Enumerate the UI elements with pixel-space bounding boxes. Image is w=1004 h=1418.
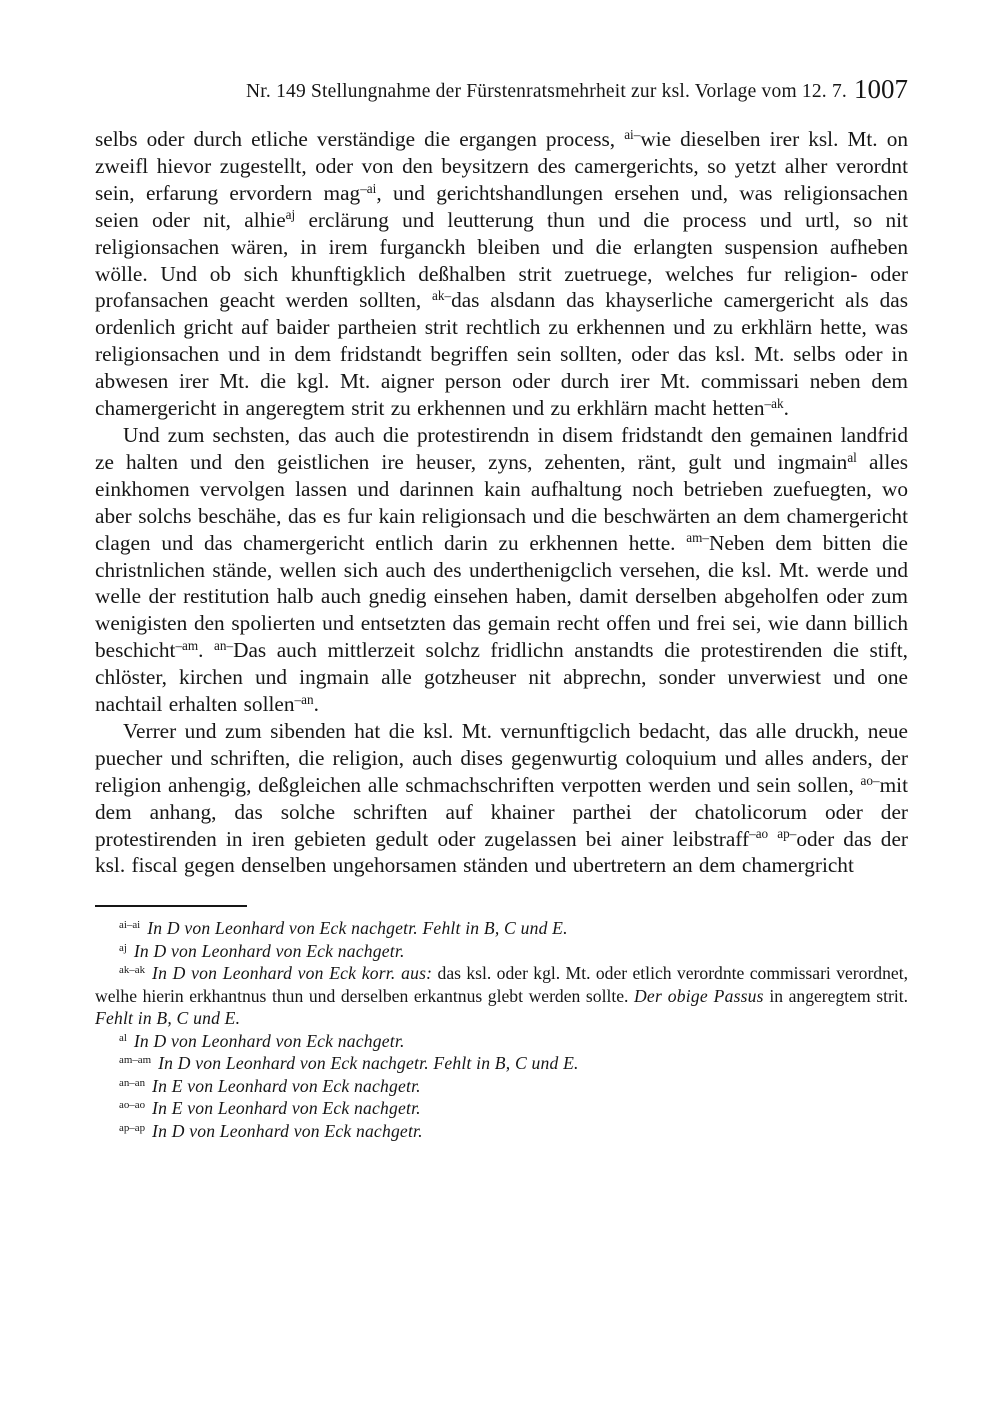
italic-run: In D von Leonhard von Eck nachgetr. Fehlt in B, C und E. <box>158 1053 579 1074</box>
footnote-label: ao–ao <box>119 1099 146 1112</box>
footnote-marker: –am <box>175 637 199 653</box>
footnote-marker: aj <box>285 207 296 223</box>
footnote <box>95 1075 908 1098</box>
footnote <box>95 1030 908 1053</box>
footnote-label: aj <box>119 941 127 954</box>
footnote-marker: ao– <box>860 772 880 788</box>
body-text <box>95 126 908 879</box>
footnote-marker: an– <box>214 637 234 653</box>
paragraph: Und zum sechsten, das auch die protestirendn in disem fridstandt den gemainen landfrid ze halten und den geistlichen ire heuser, zyns, zehenten, ränt, gult und ingmain$^{al}$ alles einkhomen vervolgen lassen und darinnen kain aufhaltung noch betrieben zuefuegten, wo aber solchs beschähe, das es fur kain religionsach und die beschwärten an dem chamergericht clagen und das chamergericht entlich darin zu erkhennen hette. $^{am-}$Neben dem bitten die christnlichen stände, wellen sich auch des underthenigclich versehen, die ksl. Mt. werde und welle der restitution halb auch gnedig einsehen haben, damit derselben abgeholfen oder zum wenigisten den spolierten und entsetzten das gemain recht offen und frei sei, wie dann billich beschicht$^{-am}$. $^{an-}$Das auch mittlerzeit solchz fridlichn anstandts die protestirenden die stift, chlöster, kirchen und ingmain alle gotzheuser nit abprechn, sonder unverwiest und one nachtail erhalten sollen$^{-an}$. <box>95 422 908 717</box>
footnote <box>95 940 908 963</box>
footnote-label: al <box>119 1031 127 1044</box>
footnote <box>95 1120 908 1143</box>
italic-run: Fehlt in B, C und E. <box>95 1008 241 1029</box>
italic-run: In D von Leonhard von Eck nachgetr. <box>133 1030 405 1051</box>
italic-run: In D von Leonhard von Eck nachgetr. <box>152 1120 423 1141</box>
header-title: Nr. 149 Stellungnahme der Fürstenratsmehrheit zur ksl. Vorlage vom 12. 7. <box>246 81 847 102</box>
footnote-marker: ai– <box>624 126 641 142</box>
footnote-label: ap–ap <box>119 1121 146 1134</box>
footnote-label: ai–ai <box>119 919 141 932</box>
footnote-marker: –ao <box>749 826 769 842</box>
footnote-marker: am– <box>686 530 709 546</box>
paragraph: Verrer und zum sibenden hat die ksl. Mt. vernunftigclich bedacht, das alle druckh, neue puecher und schriften, die religion, auch dises gegenwurtig coloquium und alles anders, der religion anhengig, deßgleichen alle schmachschriften verpotten werden und sein sollen, $^{ao-}$mit dem anhang, das solche schriften auf khainer parthei der chatolicorum oder der protestirenden in iren gebieten gedult oder zugelassen bei ainer leibstraff$^{-ao}$ $^{ap-}$oder das der ksl. fiscal gegen denselben ungehorsamen ständen und ubertretern an dem chamergricht <box>95 718 908 878</box>
footnote-marker: al <box>847 449 857 465</box>
footnotes <box>95 917 908 1142</box>
italic-run: In D von Leonhard von Eck nachgetr. Fehlt in B, C und E. <box>147 918 568 939</box>
italic-run: In D von Leonhard von Eck nachgetr. <box>133 940 405 961</box>
paragraph: selbs oder durch etliche verständige die ergangen process, $^{ai-}$wie dieselben irer ksl. Mt. on zweifl hievor zugestellt, oder von den beysitzern des camergerichts, so yetzt alher verordnt sein, erfarung ervordern mag$^{-ai}$, und gerichtshandlungen ersehen und, was religionsachen seien oder nit, alhie$^{aj}$ erclärung und leutterung thun und die process und urtl, so nit religionsachen wären, in irem furganckh bleiben und die erlangten suspension aufheben wölle. Und ob sich khunftigklich deßhalben strit zuetruege, welches fur religion- oder profansachen geacht werden sollten, $^{ak-}$das alsdann das khayserliche camergericht als das ordenlich gricht auf baider partheien strit rechtlich zu erkhennen und zu erkhlärn hette, was religionsachen und in dem fridstandt begriffen sein sollten, oder das ksl. Mt. selbs oder in abwesen irer Mt. die kgl. Mt. aigner person oder durch irer Mt. commissari neben dem chamergericht in angeregtem strit zu erkhennen und zu erkhlärn macht hetten$^{-ak}$. <box>95 126 909 421</box>
footnote-label: an–an <box>119 1076 146 1089</box>
footnote-label: am–am <box>119 1054 152 1067</box>
footnote-marker: ap– <box>777 826 797 842</box>
italic-run: In D von Leonhard von Eck korr. aus: <box>152 963 433 984</box>
italic-run: In E von Leonhard von Eck nachgetr. <box>152 1098 421 1119</box>
footnote-marker: –an <box>294 691 314 707</box>
page-number: 1007 <box>854 74 908 104</box>
italic-run: Der obige Passus <box>634 985 764 1006</box>
running-header <box>95 74 908 110</box>
footnote <box>95 1097 908 1120</box>
footnote-label: ak–ak <box>119 964 146 977</box>
footnote-marker: ak– <box>432 288 452 304</box>
footnote-separator <box>95 905 247 907</box>
footnote <box>95 917 908 940</box>
footnote-marker: –ai <box>360 180 377 196</box>
footnote: $^{ak-ak}$ In D von Leonhard von Eck korr. aus: das ksl. oder kgl. Mt. oder etlich verordnte commissari verordnet, welhe hierin erkhantnus thun und derselben erkantnus glebt werden sollte. Der obige Passus in angeregtem strit. Fehlt in B, C und E. <box>95 963 908 1029</box>
italic-run: In E von Leonhard von Eck nachgetr. <box>152 1075 421 1096</box>
footnote <box>95 1052 908 1075</box>
footnote-marker: –ak <box>764 395 784 411</box>
